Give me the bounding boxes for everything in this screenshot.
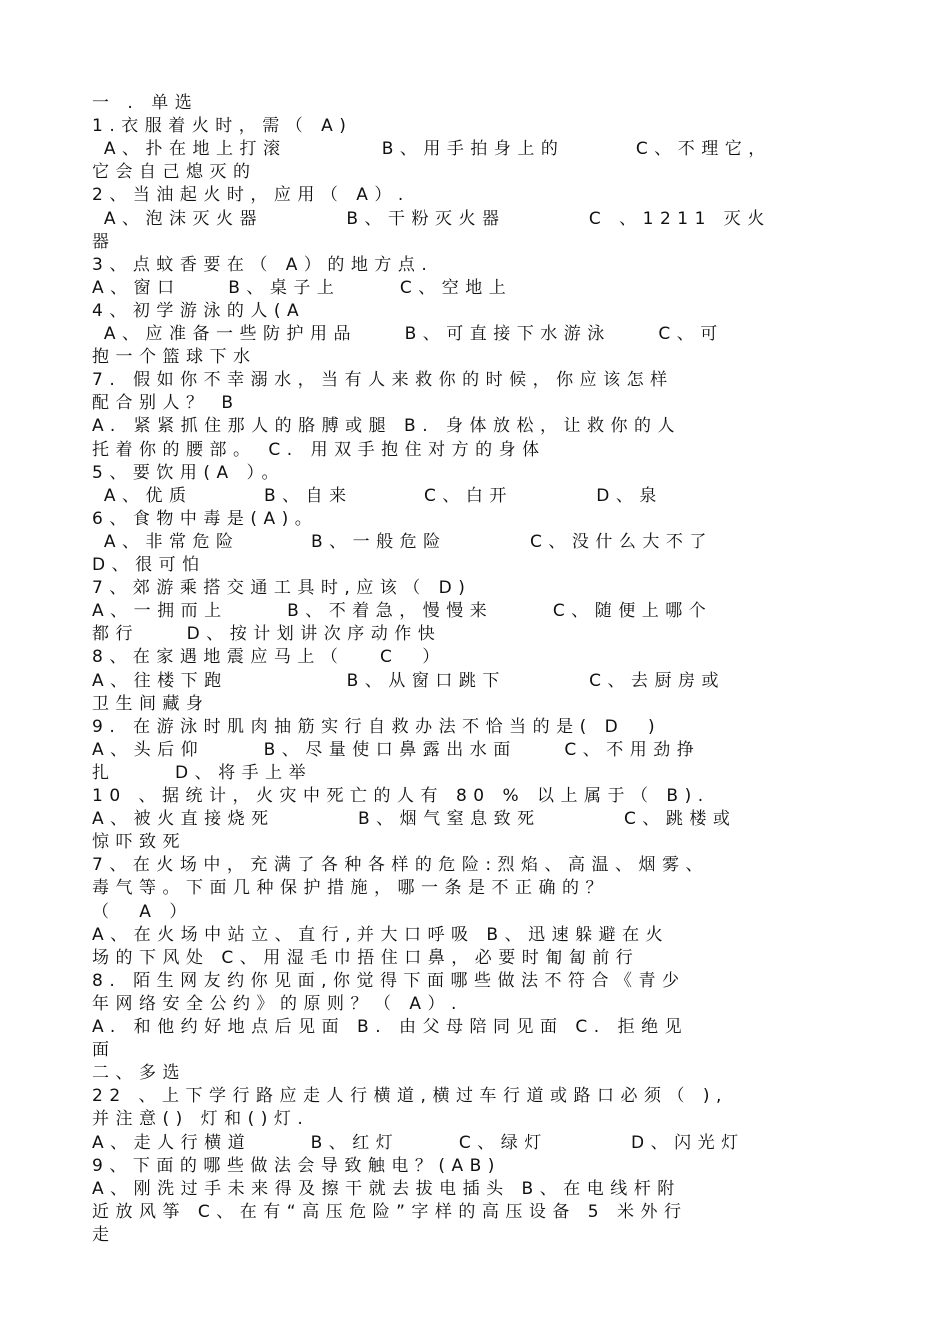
text-line: 毒气等。下面几种保护措施，哪一条是不正确的？ xyxy=(92,878,609,899)
text-line: 配合别人？ B xyxy=(92,393,240,414)
text-line: 器 xyxy=(92,231,116,252)
text-line: 22 、上下学行路应走人行横道,横过车行道或路口必须（ ), xyxy=(92,1086,728,1107)
text-line: （ A ） xyxy=(92,901,193,922)
text-line: 10 、据统计，火灾中死亡的人有 80 % 以上属于（ B). xyxy=(92,786,710,806)
text-line: 惊吓致死 xyxy=(92,832,186,853)
text-line: 1.衣服着火时，需（ A) xyxy=(92,116,353,137)
text-line: 6、食物中毒是(A)。 xyxy=(92,508,319,529)
text-line: 卫生间藏身 xyxy=(92,693,210,714)
text-line: A、扑在地上打滚 B、用手拍身上的 C、不理它， xyxy=(92,139,772,160)
text-line: A、泡沫灭火器 B、干粉灭火器 C 、1211 灭火 xyxy=(92,208,771,229)
text-line: 7、郊游乘搭交通工具时,应该（ D) xyxy=(92,578,472,599)
text-line: 二、多选 xyxy=(92,1063,186,1084)
text-line: A、应准备一些防护用品 B、可直接下水游泳 C、可 xyxy=(92,324,724,344)
text-line: A、非常危险 B、一般危险 C、没什么大不了 xyxy=(92,531,713,552)
text-line: 抱一个篮球下水 xyxy=(92,347,257,368)
text-line: A、往楼下跑 B、从窗口跳下 C、去厨房或 xyxy=(92,670,726,691)
text-line: A、一拥而上 B、不着急，慢慢来 C、随便上哪个 xyxy=(92,601,713,622)
text-line: D、很可怕 xyxy=(92,555,206,575)
text-line: A、窗口 B、桌子上 C、空地上 xyxy=(92,277,513,298)
text-line: 近放风筝 C、在有“高压危险”字样的高压设备 5 米外行 xyxy=(92,1201,688,1222)
text-line: 8、在家遇地震应马上（ C ） xyxy=(92,647,446,668)
text-line: 都行 D、按计划讲次序动作快 xyxy=(92,624,442,645)
text-line: 扎 D、将手上举 xyxy=(92,762,313,783)
text-line: 面 xyxy=(92,1040,116,1061)
text-line: 9、下面的哪些做法会导致触电？(AB) xyxy=(92,1155,501,1176)
text-line: 5、要饮用(A ）。 xyxy=(92,462,285,483)
text-line: A. 和他约好地点后见面 B. 由父母陪同见面 C. 拒绝见 xyxy=(92,1017,689,1037)
text-line: A、头后仰 B、尽量使口鼻露出水面 C、不用劲挣 xyxy=(92,739,701,760)
text-line: 年网络安全公约》的原则？（ A）. xyxy=(92,993,463,1014)
text-line: 3、点蚊香要在（ A）的地方点. xyxy=(92,254,434,275)
text-line: 7、在火场中，充满了各种各样的危险:烈焰、高温、烟雾、 xyxy=(92,855,710,876)
text-line: 4、初学游泳的人(A xyxy=(92,300,306,321)
text-line: 并注意() 灯和()灯. xyxy=(92,1109,310,1130)
text-line: A、走人行横道 B、红灯 C、绿灯 D、闪光灯 xyxy=(92,1132,745,1153)
text-line: 8. 陌生网友约你见面,你觉得下面哪些做法不符合《青少 xyxy=(92,970,686,991)
text-line: 9. 在游泳时肌肉抽筋实行自救办法不恰当的是( D ) xyxy=(92,716,662,737)
text-line: A、刚洗过手未来得及擦干就去拔电插头 B、在电线杆附 xyxy=(92,1178,681,1199)
text-line: 它会自己熄灭的 xyxy=(92,162,257,183)
text-line: 一 . 单选 xyxy=(92,93,199,113)
text-line: A、优质 B、自来 C、白开 D、泉 xyxy=(92,485,663,506)
text-line: 走 xyxy=(92,1224,116,1245)
text-line: A、被火直接烧死 B、烟气窒息致死 C、跳楼或 xyxy=(92,809,737,830)
text-line: 托着你的腰部。 C. 用双手抱住对方的身体 xyxy=(92,439,546,460)
text-line: A. 紧紧抓住那人的胳膊或腿 B. 身体放松，让救你的人 xyxy=(92,416,682,437)
text-line: 场的下风处 C、用湿毛巾捂住口鼻，必要时匍匐前行 xyxy=(92,947,640,968)
text-line: 2、当油起火时，应用（ A）. xyxy=(92,185,410,206)
text-line: A、在火场中站立、直行,并大口呼吸 B、迅速躲避在火 xyxy=(92,924,670,945)
text-line: 7. 假如你不幸溺水，当有人来救你的时候，你应该怎样 xyxy=(92,370,674,391)
